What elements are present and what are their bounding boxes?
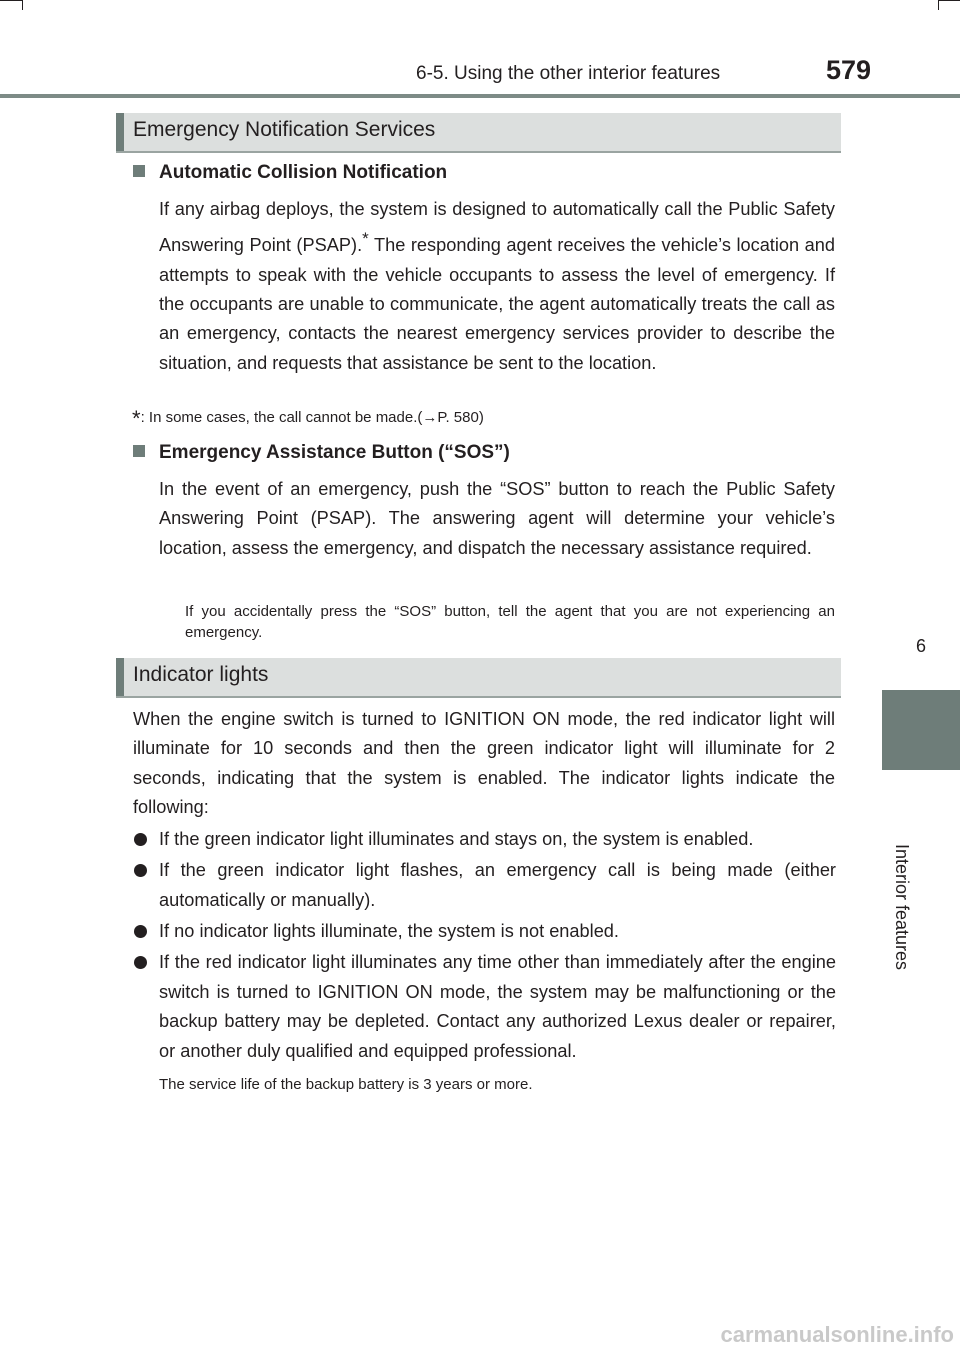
crop-mark (0, 0, 22, 1)
bullet-dot-icon (134, 833, 147, 846)
footnote-text: : In some cases, the call cannot be made.( (140, 409, 423, 426)
crop-mark (938, 0, 960, 1)
section-heading-bar (116, 113, 124, 151)
sos-paragraph: In the event of an emergency, push the “SOS” button to reach the Public Safety Answering Point (PSAP). The answering agent will determine your vehicle’s location, assess the emergency, and dispatch the necessary assistance required. (159, 479, 835, 558)
indicator-intro: When the engine switch is turned to IGNITION ON mode, the red indicator light will illuminate for 10 seconds and then the green indicator light will illuminate for 2 seconds, indicating that the system is enabled. The indicator lights indicate the following: (133, 709, 835, 817)
list-item-text: If no indicator lights illuminate, the system is not enabled. (159, 921, 619, 941)
chapter-number: 6 (915, 636, 926, 656)
footnote-ref: P. 580) (437, 409, 484, 426)
sos-note: If you accidentally press the “SOS” button, tell the agent that you are not experiencing an emergency. (185, 603, 835, 641)
bullet-dot-icon (134, 956, 147, 969)
footnote-mark: * (132, 406, 141, 431)
battery-note: The service life of the backup battery is 3 years or more. (159, 1076, 533, 1093)
acn-text: If any airbag deploys, the system is designed to automatically call the Public Safety Answering Point (PSAP). (159, 199, 835, 256)
section-heading-bar (116, 658, 124, 696)
subheading-sos (133, 442, 510, 464)
subheading-acn (133, 162, 447, 184)
footnote-mark: * (362, 229, 369, 249)
page-number: 579 (826, 55, 872, 85)
list-item (134, 948, 836, 1066)
acn-paragraph (159, 195, 835, 378)
section-heading-indicators (116, 658, 841, 698)
bullet-dot-icon (134, 925, 147, 938)
footnote (132, 406, 484, 432)
subheading-text: Emergency Assistance Button (“SOS”) (159, 442, 510, 463)
square-bullet-icon (133, 445, 145, 457)
section-heading-text: Emergency Notification Services (133, 118, 436, 141)
header-section-title: 6-5. Using the other interior features (416, 63, 721, 84)
list-item-text: If the red indicator light illuminates any time other than immediately after the engine switch is turned to IGNITION ON mode, the system may be malfunctioning or the backup battery may be depleted. Contact any authorized Lexus dealer or repairer, or another duly qualified and equipped professional. (159, 952, 836, 1061)
arrow-icon: → (422, 409, 438, 426)
subheading-text: Automatic Collision Notification (159, 162, 448, 183)
crop-mark (22, 0, 23, 10)
chapter-tab (882, 690, 960, 770)
list-item-text: If the green indicator light flashes, an emergency call is being made (either automatically or manually). (159, 860, 836, 910)
list-item (134, 917, 836, 947)
crop-mark (938, 0, 939, 10)
section-heading-text: Indicator lights (133, 663, 269, 686)
list-item (134, 856, 836, 915)
acn-text-continued: The responding agent receives the vehicle’s location and attempts to speak with the vehicle occupants to assess the level of emergency. If the occupants are unable to communicate, the agent automatically treats the call as an emergency, contacts the nearest emergency services provider to describe the situation, and requests that assistance be sent to the location. (159, 235, 836, 373)
watermark: carmanualsonline.info (720, 1322, 954, 1347)
square-bullet-icon (133, 165, 145, 177)
section-heading-emergency (116, 113, 841, 153)
chapter-label: Interior features (892, 844, 912, 971)
header-divider (0, 94, 960, 98)
bullet-dot-icon (134, 864, 147, 877)
list-item-text: If the green indicator light illuminates and stays on, the system is enabled. (159, 829, 754, 849)
list-item (134, 825, 836, 855)
